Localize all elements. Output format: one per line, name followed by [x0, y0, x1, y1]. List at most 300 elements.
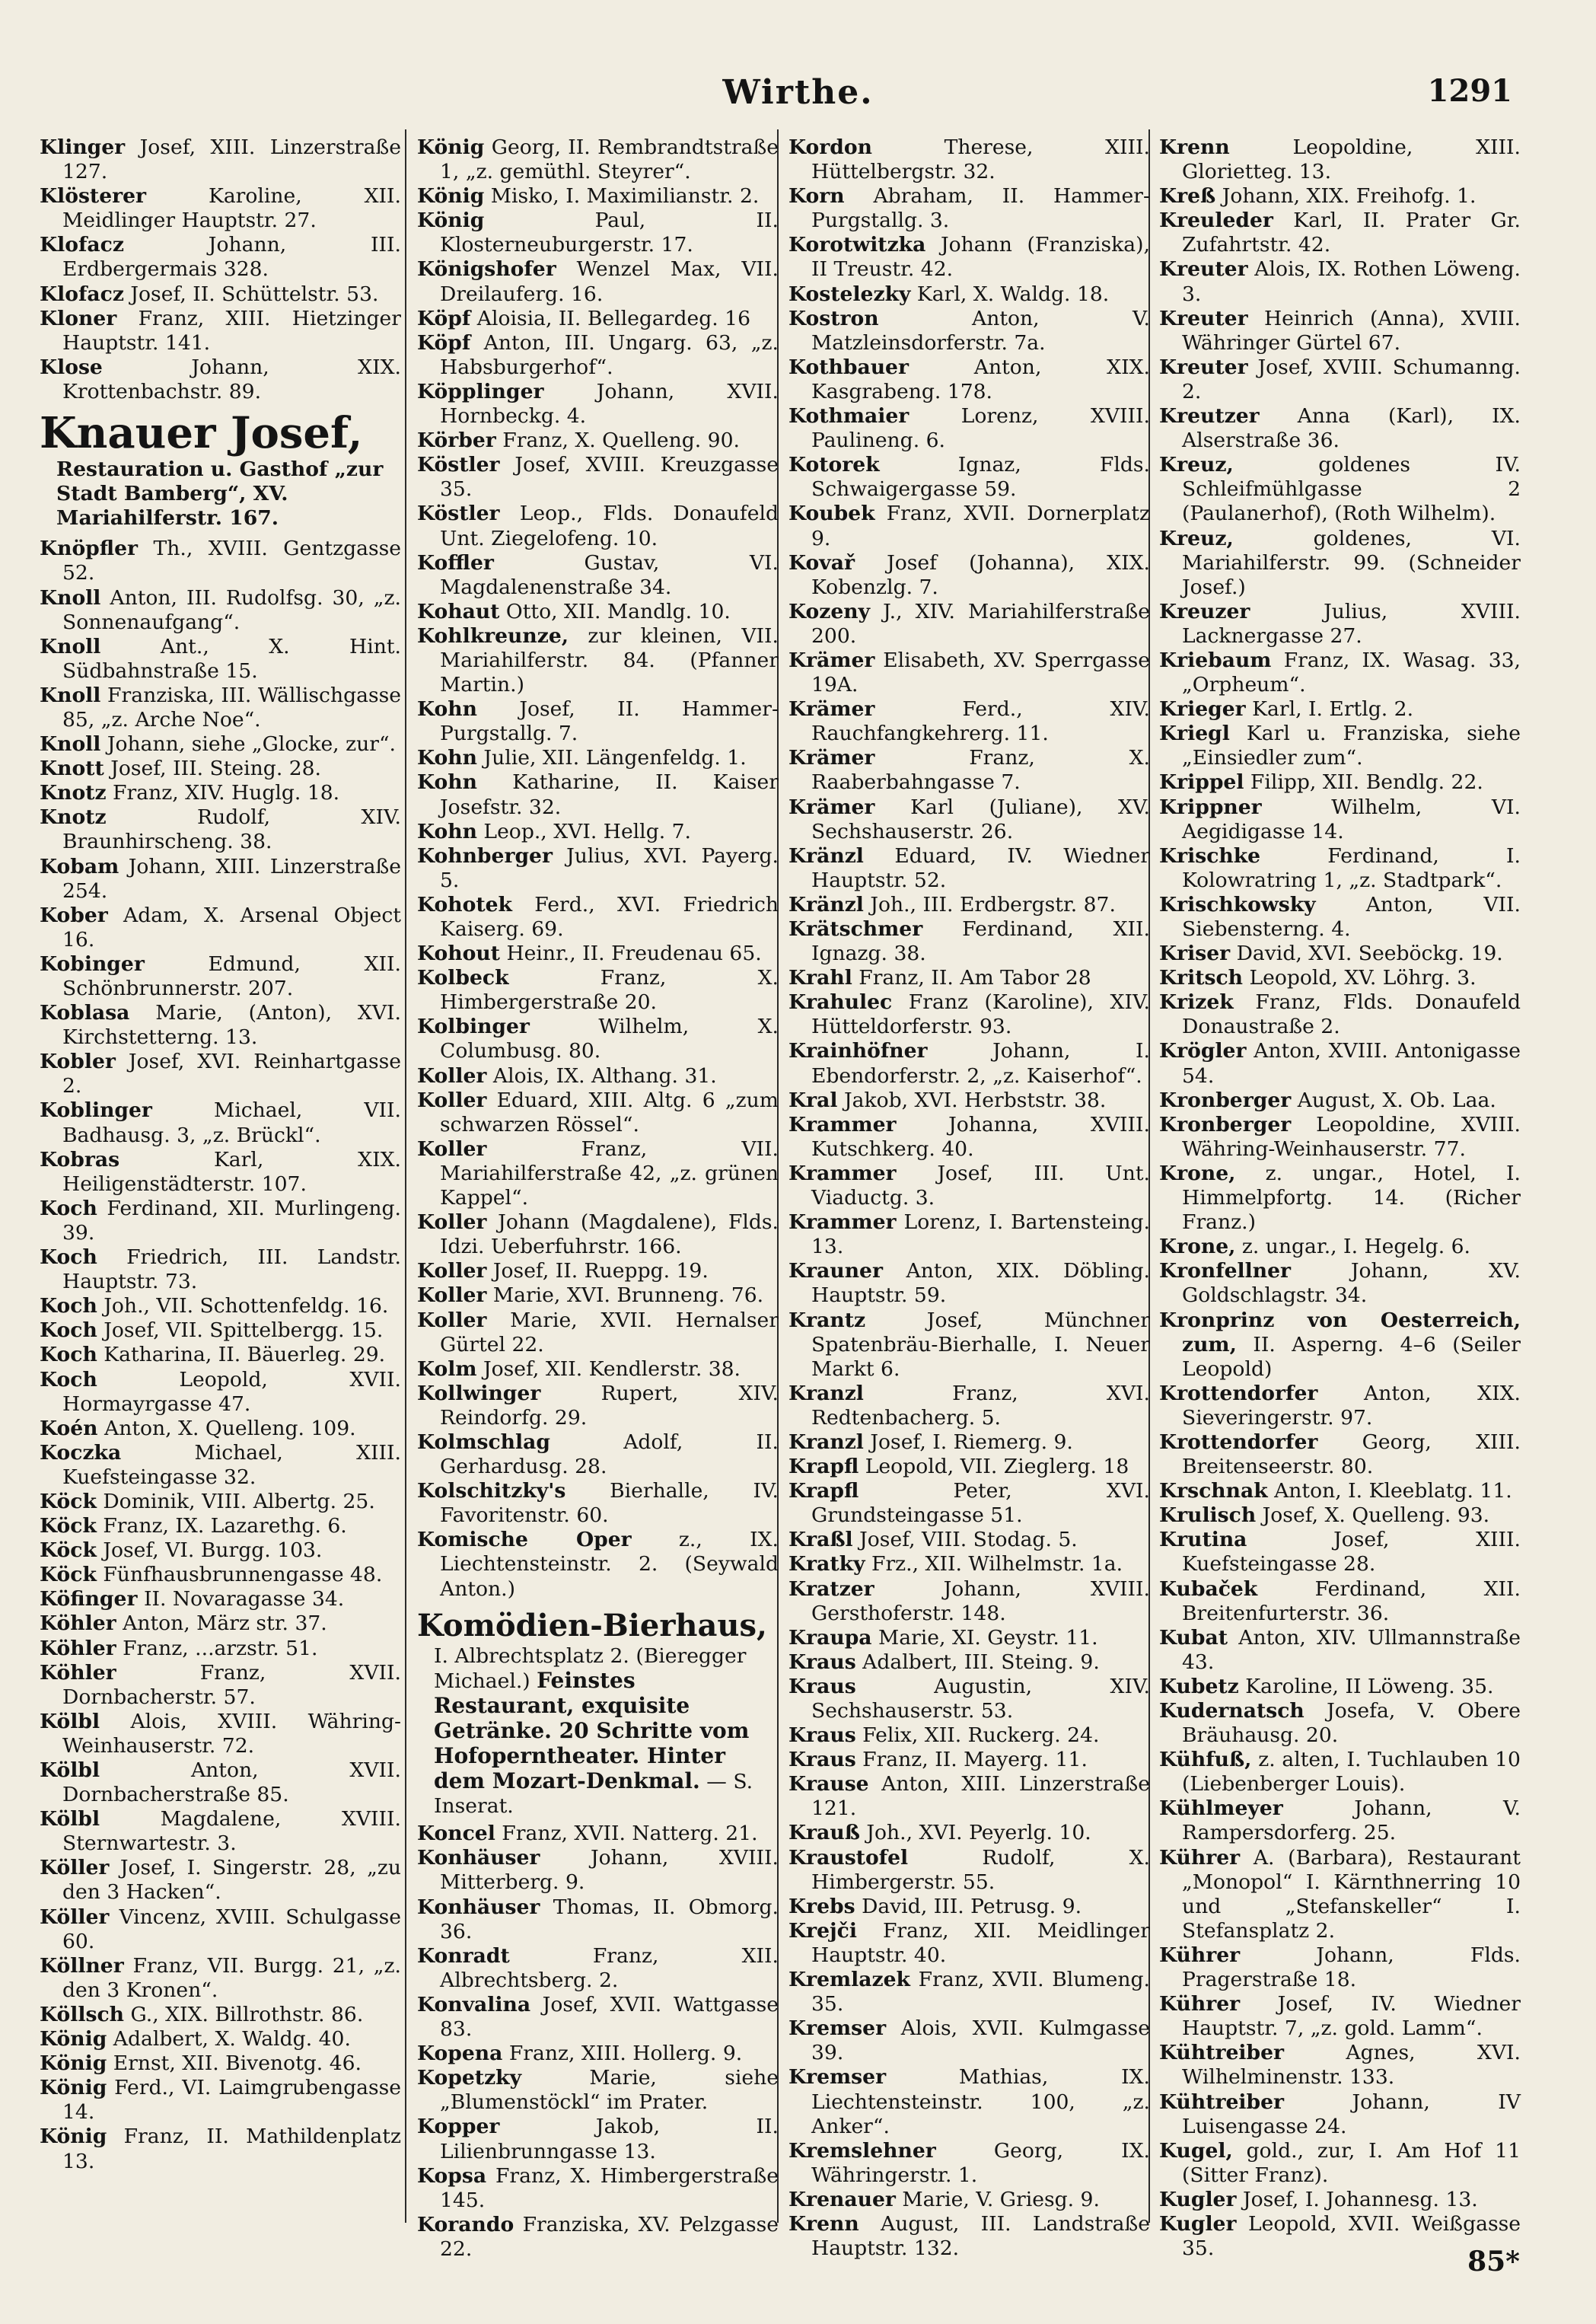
directory-entry: [40, 1001, 401, 1050]
directory-entry: [40, 355, 401, 404]
entry-detail: Leop., Flds. Donaufeld Unt. Ziegelofeng. 10.: [440, 502, 779, 550]
entry-detail: Ferdinand, XII. Ignazg. 38.: [811, 917, 1150, 966]
entry-detail: Franz, XVII. Blumeng. 35.: [811, 1968, 1150, 2016]
directory-entry: [417, 1089, 779, 1137]
entry-name: Klösterer: [40, 184, 147, 209]
entry-name: Krögler: [1159, 1039, 1247, 1063]
entry-detail: August, III. Landstraße Hauptstr. 132.: [811, 2211, 1150, 2261]
entry-name: Krämer: [788, 648, 875, 672]
entry-name: Krenn: [788, 2211, 859, 2236]
directory-entry: [40, 684, 401, 732]
entry-name: Kugler: [1159, 2187, 1237, 2211]
entry-name: Knott: [40, 757, 104, 781]
entry-name: Kremlazek: [788, 1968, 910, 1992]
entry-name: Köck: [40, 1514, 97, 1538]
entry-name: Köpf: [417, 306, 471, 330]
directory-entry: [1159, 1796, 1521, 1845]
directory-entry: [40, 282, 401, 307]
directory-entry: [417, 966, 779, 1015]
entry-detail: Leopold, XV. Löhrg. 3.: [1249, 966, 1477, 990]
entry-name: Kraus: [788, 1723, 856, 1748]
entry-detail: Franz, VII. Mariahilferstraße 42, „z. grünen Kappel“.: [440, 1136, 779, 1210]
directory-entry: [1159, 209, 1521, 257]
entry-name: Koblasa: [40, 1001, 130, 1025]
directory-entry: [40, 135, 401, 184]
entry-detail: Leopoldine, XIII. Glorietteg. 13.: [1182, 135, 1521, 184]
entry-detail: Leopold, XVII. Hormayrgasse 47.: [62, 1367, 401, 1416]
directory-entry: [1159, 135, 1521, 184]
entry-name: König: [40, 2125, 107, 2149]
entry-name: Koller: [417, 1063, 487, 1088]
entry-detail: Ferdinand, I. Kolowratring 1, „z. Stadtpark“.: [1182, 843, 1521, 892]
entry-name: Kremser: [788, 2016, 887, 2041]
directory-entry: [417, 820, 779, 844]
entry-detail: Lorenz, XVIII. Paulineng. 6.: [811, 404, 1150, 453]
entry-name: Kober: [40, 903, 108, 927]
directory-entry: [40, 805, 401, 854]
directory-entry: [417, 2066, 779, 2115]
entry-detail: Franziska, XV. Pelzgasse 22.: [440, 2212, 779, 2261]
entry-detail: Johann, Flds. Pragerstraße 18.: [1182, 1943, 1521, 1992]
entry-name: Krätschmer: [788, 917, 923, 941]
entry-detail: Franz, XVII. Dornerplatz 9.: [811, 502, 1150, 550]
entry-detail: Johann, XV. Goldschlagstr. 34.: [1182, 1259, 1521, 1308]
directory-entry: [1159, 1382, 1521, 1430]
entry-detail: Johann (Magdalene), Flds. Idzi. Ueberfuhrstr. 166.: [440, 1210, 779, 1259]
directory-entry: [788, 2139, 1150, 2188]
directory-entry: [40, 1637, 401, 1661]
entry-name: Kloner: [40, 306, 117, 330]
directory-entry: [1159, 527, 1521, 600]
entry-detail: Gustav, VI. Magdalenenstraße 34.: [440, 550, 779, 599]
entry-name: Kölbl: [40, 1807, 100, 1831]
entry-detail: A. (Barbara), Restaurant „Monopol“ I. Kärnthnerring 10 und „Stefanskeller“ I. Stefansplatz 2.: [1182, 1845, 1521, 1943]
directory-entry: [1159, 257, 1521, 306]
entry-name: Koffler: [417, 550, 494, 575]
ad-text: Restauration u. Gasthof „zur Stadt Bamberg“, XV. Mariahilferstr. 167.: [56, 457, 384, 531]
entry-name: Knoll: [40, 732, 101, 757]
directory-entry: [788, 1259, 1150, 1308]
entry-name: Köhler: [40, 1660, 116, 1685]
entry-detail: Magdalene, XVIII. Sternwartestr. 3.: [62, 1807, 401, 1856]
directory-entry: [1159, 722, 1521, 770]
entry-name: Kraus: [788, 1650, 856, 1674]
directory-entry: [1159, 2041, 1521, 2090]
entry-detail: Josef, XII. Kendlerstr. 38.: [483, 1356, 741, 1381]
directory-entry: [40, 1587, 401, 1611]
directory-entry: [40, 1148, 401, 1197]
entry-name: Krammer: [788, 1210, 897, 1235]
directory-entry: [788, 1089, 1150, 1113]
directory-entry: [40, 1098, 401, 1147]
entry-detail: Johann, V. Rampersdorferg. 25.: [1182, 1796, 1521, 1845]
entry-name: Kühtreiber: [1159, 2041, 1285, 2065]
directory-entry: [40, 1954, 401, 2003]
entry-detail: Filipp, XII. Bendlg. 22.: [1250, 770, 1483, 795]
directory-entry: [788, 1968, 1150, 2016]
entry-name: Kühtreiber: [1159, 2090, 1285, 2114]
entry-detail: Ferdinand, XII. Breitenfurterstr. 36.: [1182, 1576, 1521, 1625]
directory-entry: [40, 1807, 401, 1856]
entry-detail: Karoline, II Löweng. 35.: [1245, 1674, 1494, 1698]
entry-name: Kopsa: [417, 2163, 487, 2188]
directory-column-1: [40, 135, 401, 2221]
entry-detail: Johann, XVIII. Mitterberg. 9.: [440, 1846, 779, 1895]
entry-name: Köller: [40, 1905, 110, 1929]
ad-slogan: Feinstes Restaurant, exquisite Getränke. 20 Schritte vom Hofoperntheater. Hinter dem Mozart-Denkmal.: [434, 1667, 750, 1794]
entry-name: Koncel: [417, 1822, 495, 1846]
entry-detail: Johann, XIX. Krottenbachstr. 89.: [62, 355, 401, 403]
entry-detail: Marie, XI. Geystr. 11.: [878, 1625, 1098, 1650]
entry-detail: Ferd., XIV. Rauchfangkehrerg. 11.: [811, 697, 1150, 746]
entry-detail: Franz, XVII. Natterg. 21.: [502, 1822, 758, 1846]
directory-entry: [1159, 966, 1521, 990]
directory-entry: [788, 1821, 1150, 1845]
entry-detail: Josefa, V. Obere Bräuhausg. 20.: [1182, 1699, 1521, 1748]
entry-name: Körber: [417, 429, 496, 453]
directory-entry: [417, 1944, 779, 1993]
directory-entry: [788, 746, 1150, 795]
directory-entry: [1159, 770, 1521, 795]
entry-detail: Johann, XVIII. Gersthoferstr. 148.: [811, 1576, 1150, 1625]
entry-name: Klofacz: [40, 233, 124, 257]
entry-name: Krainhöfner: [788, 1039, 928, 1063]
entry-name: Kobam: [40, 854, 119, 878]
entry-name: Kölbl: [40, 1758, 100, 1782]
entry-name: Krahulec: [788, 990, 893, 1015]
directory-entry: [1159, 1162, 1521, 1235]
entry-name: Koblinger: [40, 1098, 152, 1123]
entry-name: Kreuleder: [1159, 209, 1273, 233]
directory-entry: [40, 1514, 401, 1538]
entry-detail: Josef, I. Singerstr. 28, „zu den 3 Hacken“.: [62, 1856, 401, 1905]
entry-detail: Aloisia, II. Bellegardeg. 16: [476, 306, 750, 330]
entry-detail: Anton, XIV. Ullmannstraße 43.: [1182, 1625, 1521, 1674]
directory-entry: [40, 1343, 401, 1367]
directory-entry: [417, 331, 779, 380]
directory-entry: [788, 233, 1150, 282]
entry-detail: Leopold, VII. Zieglerg. 18: [865, 1455, 1129, 1479]
entry-list: [40, 537, 401, 2173]
entry-name: Kolmschlag: [417, 1430, 550, 1454]
directory-entry: [417, 257, 779, 306]
entry-name: Klinger: [40, 135, 126, 159]
entry-detail: Johann, III. Erdbergermais 328.: [62, 233, 401, 282]
signature-mark: 85*: [1467, 2246, 1520, 2278]
entry-detail: Wilhelm, X. Columbusg. 80.: [440, 1015, 779, 1063]
directory-entry: [1159, 1748, 1521, 1796]
entry-detail: Julius, XVIII. Lacknergasse 27.: [1182, 599, 1521, 648]
entry-detail: Agnes, XVI. Wilhelminenstr. 133.: [1182, 2041, 1521, 2090]
entry-detail: Josef, II. Rueppg. 19.: [492, 1259, 709, 1283]
entry-name: Kührer: [1159, 1845, 1241, 1870]
entry-name: Kozeny: [788, 599, 871, 623]
directory-entry: [417, 1015, 779, 1063]
entry-name: Krischke: [1159, 843, 1261, 868]
entry-detail: Adam, X. Arsenal Object 16.: [62, 903, 401, 952]
entry-detail: gold., zur, I. Am Hof 11 (Sitter Franz).: [1182, 2138, 1521, 2187]
entry-detail: Johann, XIX. Freihofg. 1.: [1222, 184, 1477, 209]
entry-detail: Josef, XIII. Kuefsteingasse 28.: [1182, 1528, 1521, 1576]
entry-detail: Ignaz, Flds. Schwaigergasse 59.: [811, 453, 1150, 502]
entry-name: Kreuz,: [1159, 453, 1234, 477]
entry-detail: Rupert, XIV. Reindorfg. 29.: [440, 1381, 779, 1430]
entry-name: Koller: [417, 1308, 487, 1332]
entry-detail: Thomas, II. Obmorg. 36.: [440, 1895, 779, 1943]
entry-name: Kolbinger: [417, 1015, 530, 1039]
directory-entry: [788, 649, 1150, 697]
directory-entry: [417, 1357, 779, 1382]
entry-detail: Anton, VII. Siebensterng. 4.: [1182, 892, 1521, 941]
directory-entry: [788, 135, 1150, 184]
entry-detail: z. ungar., Hotel, I. Himmelpfortg. 14. (Richer Franz.): [1182, 1161, 1521, 1235]
directory-entry: [417, 2042, 779, 2066]
entry-name: König: [417, 209, 485, 233]
entry-name: Koller: [417, 1210, 487, 1235]
entry-detail: Franz, II. Mathildenplatz 13.: [62, 2125, 401, 2173]
entry-name: Kubat: [1159, 1625, 1228, 1650]
entry-name: Kohnberger: [417, 843, 553, 868]
entry-name: Kovař: [788, 550, 855, 575]
directory-entry: [40, 586, 401, 635]
directory-entry: [417, 1528, 779, 1601]
entry-detail: Anton, XIII. Linzerstraße 121.: [811, 1772, 1150, 1821]
entry-name: Krottendorfer: [1159, 1381, 1318, 1405]
entry-detail: Josef, VII. Spittelbergg. 15.: [104, 1318, 384, 1343]
entry-name: Kraus: [788, 1674, 856, 1698]
entry-detail: Michael, XIII. Kuefsteingasse 32.: [62, 1440, 401, 1489]
directory-entry: [40, 732, 401, 757]
entry-detail: Karl u. Franziska, siehe „Einsiedler zum“.: [1182, 722, 1521, 770]
entry-detail: Franz, XIII. Hollerg. 9.: [508, 2042, 743, 2066]
entry-detail: Karoline, XII. Meidlinger Hauptstr. 27.: [62, 184, 401, 233]
directory-entry: [788, 2065, 1150, 2138]
directory-entry: [788, 307, 1150, 355]
directory-entry: [1159, 1113, 1521, 1162]
entry-detail: Anton, III. Rudolfsg. 30, „z. Sonnenaufgang“.: [62, 585, 401, 634]
directory-entry: [788, 966, 1150, 990]
entry-detail: Josef, I. Riemerg. 9.: [870, 1430, 1073, 1454]
entry-detail: Michael, VII. Badhausg. 3, „z. Brückl“.: [62, 1098, 401, 1147]
directory-entry: [40, 2051, 401, 2076]
entry-detail: z. alten, I. Tuchlauben 10 (Liebenberger Louis).: [1182, 1748, 1521, 1796]
directory-entry: [1159, 893, 1521, 942]
directory-entry: [1159, 649, 1521, 697]
entry-detail: Wenzel Max, VII. Dreilauferg. 16.: [440, 257, 779, 306]
directory-entry: [40, 1611, 401, 1636]
entry-detail: Frz., XII. Wilhelmstr. 1a.: [871, 1552, 1123, 1576]
entry-detail: Johann, siehe „Glocke, zur“.: [107, 732, 396, 757]
entry-name: Krizek: [1159, 990, 1234, 1015]
entry-detail: Joh., VII. Schottenfeldg. 16.: [104, 1294, 389, 1318]
entry-detail: Josef, VI. Burgg. 103.: [103, 1538, 323, 1563]
entry-name: Konradt: [417, 1943, 510, 1968]
directory-entry: [788, 917, 1150, 966]
entry-detail: Ernst, XII. Bivenotg. 46.: [113, 2051, 362, 2076]
entry-detail: Edmund, XII. Schönbrunnerstr. 207.: [62, 952, 401, 1000]
entry-detail: Eduard, IV. Wiedner Hauptstr. 52.: [811, 843, 1150, 892]
directory-entry: [40, 952, 401, 1001]
entry-name: Krause: [788, 1772, 869, 1796]
directory-entry: [788, 1577, 1150, 1626]
entry-name: Kreuzer: [1159, 599, 1250, 623]
entry-name: König: [40, 2051, 107, 2076]
entry-detail: Abraham, II. Hammer-Purgstallg. 3.: [811, 184, 1150, 233]
entry-name: Kronprinz von Oesterreich, zum,: [1159, 1308, 1521, 1356]
entry-detail: Karl, XIX. Heiligenstädterstr. 107.: [62, 1147, 401, 1196]
entry-detail: Franz, X. Quelleng. 90.: [502, 429, 740, 453]
entry-detail: z. ungar., I. Hegelg. 6.: [1241, 1235, 1470, 1259]
entry-detail: Friedrich, III. Landstr. Hauptstr. 73.: [62, 1245, 401, 1294]
entry-name: Koch: [40, 1245, 97, 1270]
advertisement-knauer: [40, 409, 401, 531]
entry-name: Krauß: [788, 1821, 860, 1845]
entry-name: Koller: [417, 1136, 487, 1161]
entry-name: Krapfl: [788, 1479, 859, 1503]
directory-entry: [1159, 795, 1521, 844]
entry-name: Köstler: [417, 502, 500, 526]
directory-entry: [417, 1137, 779, 1210]
directory-entry: [40, 1758, 401, 1807]
entry-name: Kudernatsch: [1159, 1699, 1305, 1723]
entry-name: Köllner: [40, 1953, 124, 1978]
entry-detail: Franz, II. Am Tabor 28: [859, 966, 1091, 990]
directory-entry: [788, 1919, 1150, 1968]
entry-detail: Franz, XIV. Huglg. 18.: [113, 781, 340, 805]
entry-name: Kühlmeyer: [1159, 1796, 1283, 1821]
directory-entry: [417, 1822, 779, 1846]
entry-name: Kubaček: [1159, 1576, 1258, 1601]
entry-name: Kreuz,: [1159, 526, 1234, 550]
entry-detail: Rudolf, XIV. Braunhirscheng. 38.: [62, 805, 401, 854]
directory-entry: [40, 1905, 401, 1954]
entry-name: Kölbl: [40, 1709, 100, 1733]
entry-name: Krone,: [1159, 1235, 1236, 1259]
entry-name: Krahl: [788, 966, 852, 990]
entry-name: Kobinger: [40, 952, 145, 976]
directory-entry: [40, 307, 401, 355]
directory-entry: [417, 2115, 779, 2163]
entry-name: Kohn: [417, 770, 477, 795]
directory-entry: [40, 855, 401, 904]
entry-name: Kranzl: [788, 1381, 864, 1405]
entry-detail: Josef, III. Unt. Viaductg. 3.: [811, 1161, 1150, 1210]
entry-name: Krutina: [1159, 1528, 1247, 1552]
directory-entry: [417, 1309, 779, 1357]
directory-column-3: [788, 135, 1150, 2261]
ad-reference: — S. Inserat.: [434, 1770, 753, 1819]
entry-name: Koczka: [40, 1440, 122, 1465]
entry-detail: Marie, XVII. Hernalser Gürtel 22.: [440, 1308, 779, 1356]
directory-entry: [1159, 355, 1521, 404]
directory-entry: [1159, 2212, 1521, 2261]
directory-entry: [417, 1430, 779, 1479]
directory-entry: [788, 795, 1150, 844]
entry-name: Komische Oper: [417, 1528, 632, 1552]
directory-entry: [788, 551, 1150, 600]
entry-name: Kubetz: [1159, 1674, 1239, 1698]
entry-detail: Marie, V. Griesg. 9.: [902, 2187, 1100, 2211]
directory-entry: [40, 757, 401, 781]
directory-entry: [417, 1283, 779, 1308]
entry-detail: Franz, XII. Meidlinger Hauptstr. 40.: [811, 1918, 1150, 1967]
directory-entry: [1159, 2090, 1521, 2139]
directory-entry: [40, 1661, 401, 1710]
directory-entry: [1159, 844, 1521, 893]
entry-detail: Augustin, XIV. Sechshauserstr. 53.: [811, 1674, 1150, 1723]
directory-entry: [788, 844, 1150, 893]
directory-entry: [417, 844, 779, 893]
directory-entry: [788, 502, 1150, 550]
entry-detail: Josef, XVIII. Kreuzgasse 35.: [440, 453, 779, 502]
entry-detail: Mathias, IX. Liechtensteinstr. 100, „z. Anker“.: [811, 2065, 1150, 2138]
entry-name: Krammer: [788, 1161, 897, 1185]
directory-entry: [417, 942, 779, 966]
directory-entry: [788, 404, 1150, 453]
entry-name: Kränzl: [788, 892, 864, 917]
entry-name: Knoll: [40, 683, 101, 707]
entry-list: [417, 135, 779, 1602]
entry-detail: Franz (Karoline), XIV. Hütteldorferstr. 93.: [811, 990, 1150, 1039]
directory-entry: [1159, 600, 1521, 649]
entry-detail: Therese, XIII. Hüttelbergstr. 32.: [811, 135, 1150, 184]
directory-entry: [417, 453, 779, 502]
entry-detail: Felix, XII. Ruckerg. 24.: [862, 1723, 1100, 1748]
entry-name: Kreuter: [1159, 257, 1248, 282]
entry-name: Knotz: [40, 805, 107, 830]
entry-detail: Rudolf, X. Himbergerstr. 55.: [811, 1845, 1150, 1894]
entry-detail: Jakob, II. Lilienbrunngasse 13.: [440, 2115, 779, 2163]
directory-entry: [1159, 1992, 1521, 2041]
directory-entry: [1159, 1309, 1521, 1382]
entry-detail: Franz, X. Himbergerstraße 145.: [440, 2163, 779, 2212]
entry-detail: Josef, XVII. Wattgasse 83.: [440, 1992, 779, 2042]
directory-column-4: [1159, 135, 1521, 2261]
entry-detail: Alois, XVII. Kulmgasse 39.: [811, 2016, 1150, 2065]
entry-detail: goldenes, VI. Mariahilferstr. 99. (Schneider Josef.): [1182, 526, 1521, 599]
entry-detail: Josef (Johanna), XIX. Kobenzlg. 7.: [811, 550, 1150, 599]
entry-detail: Georg, II. Rembrandtstraße 1, „z. gemüthl. Steyrer“.: [440, 135, 779, 184]
entry-detail: Franz, XVI. Redtenbacherg. 5.: [811, 1381, 1150, 1430]
directory-entry: [417, 184, 779, 209]
entry-name: Kremser: [788, 2065, 887, 2090]
entry-detail: goldenes IV. Schleifmühlgasse 2 (Paulanerhof), (Roth Wilhelm).: [1182, 453, 1521, 526]
entry-detail: Alois, IX. Althang. 31.: [492, 1063, 717, 1088]
directory-entry: [788, 1430, 1150, 1455]
entry-detail: Jakob, XVI. Herbststr. 38.: [843, 1088, 1107, 1112]
entry-name: Korotwitzka: [788, 233, 926, 257]
entry-detail: II. Asperng. 4–6 (Seiler Leopold): [1182, 1332, 1521, 1381]
entry-detail: Franz, ...arzstr. 51.: [123, 1636, 318, 1660]
entry-name: Krippner: [1159, 795, 1262, 819]
entry-detail: Paul, II. Klosterneuburgerstr. 17.: [440, 209, 779, 257]
entry-name: Kostelezky: [788, 282, 911, 306]
entry-detail: Th., XVIII. Gentzgasse 52.: [62, 537, 401, 585]
directory-entry: [788, 1479, 1150, 1528]
directory-entry: [417, 624, 779, 697]
entry-detail: Joh., III. Erdbergstr. 87.: [870, 892, 1116, 917]
entry-detail: Franz, XII. Albrechtsberg. 2.: [440, 1943, 779, 1992]
directory-column-2: [417, 135, 779, 2261]
entry-detail: Heinr., II. Freudenau 65.: [506, 942, 762, 966]
ad-name: Knauer Josef,: [40, 408, 363, 459]
entry-name: Kraus: [788, 1748, 856, 1772]
entry-name: Köstler: [417, 453, 500, 477]
entry-detail: Anton, V. Matzleinsdorferstr. 7a.: [811, 306, 1150, 355]
entry-detail: Wilhelm, VI. Aegidigasse 14.: [1182, 795, 1521, 843]
entry-name: Kral: [788, 1088, 838, 1112]
entry-detail: J., XIV. Mariahilferstraße 200.: [811, 599, 1150, 648]
